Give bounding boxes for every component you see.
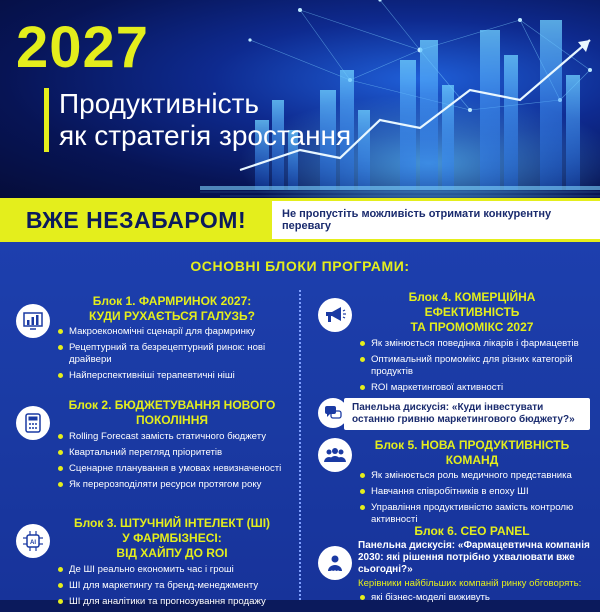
tagline-line-1: Продуктивність <box>59 88 259 119</box>
column-divider <box>299 290 301 600</box>
list-item: Як змінюється поведінка лікарів і фармацевтів <box>358 338 592 350</box>
megaphone-icon <box>318 298 352 332</box>
team-icon <box>318 438 352 472</box>
block-3-title: Блок 3. ШТУЧНИЙ ІНТЕЛЕКТ (ШІ) У ФАРМБІЗНЕСІ: ВІД ХАЙПУ ДО ROI <box>73 516 271 560</box>
list-item: Як змінюється роль медичного представника <box>358 470 592 482</box>
block-3-list <box>56 564 292 612</box>
block-2-title: Блок 2. БЮДЖЕТУВАННЯ НОВОГО ПОКОЛІННЯ <box>68 398 276 427</box>
list-item: Навчання співробітників в епоху ШІ <box>358 486 592 498</box>
block-4-title: Блок 4. КОМЕРЦІЙНА ЕФЕКТИВНІСТЬ ТА ПРОМОМІКС 2027 <box>408 290 536 334</box>
list-item: Як перерозподіляти ресурси протягом року <box>56 479 290 491</box>
block-4-panel-discussion: Панельна дискусія: «Куди інвестувати останню гривню маркетингового бюджету?» <box>344 398 590 430</box>
ai-chip-icon <box>16 524 50 558</box>
program-section <box>0 242 600 607</box>
list-item: ROI маркетингової активності <box>358 382 592 394</box>
chart-icon <box>16 304 50 338</box>
list-item: Rolling Forecast замість статичного бюджету <box>56 431 290 443</box>
list-item: які бізнес-моделі виживуть <box>358 592 592 604</box>
list-item: Квартальний перегляд пріоритетів <box>56 447 290 459</box>
banner-subtext: Не пропустіть можливість отримати конкурентну перевагу <box>272 198 600 242</box>
block-5-list <box>358 470 592 530</box>
list-item: Сценарне планування в умовах невизначеності <box>56 463 290 475</box>
list-item: ШІ для маркетингу та бренд-менеджменту <box>56 580 292 592</box>
announcement-banner <box>0 198 600 242</box>
list-item: Макроекономічні сценарії для фармринку <box>56 326 290 338</box>
block-4-list <box>358 338 592 398</box>
list-item: Оптимальний промомікс для різних категорій продуктів <box>358 354 592 378</box>
tagline-line-2: як стратегія зростання <box>59 120 352 151</box>
block-6-list <box>358 592 592 608</box>
program-title: ОСНОВНІ БЛОКИ ПРОГРАМИ: <box>190 258 410 274</box>
list-item: Найперспективніші терапевтичні ніші <box>56 370 290 382</box>
list-item: ШІ для аналітики та прогнозування продажу <box>56 596 292 608</box>
block-6-note: Керівники найбільших компаній ринку обговорять: <box>358 578 582 589</box>
svg-text:CEO: CEO <box>330 569 340 574</box>
block-1-title: Блок 1. ФАРМРИНОК 2027: КУДИ РУХАЄТЬСЯ ГАЛУЗЬ? <box>88 294 255 323</box>
ceo-icon <box>318 546 352 580</box>
block-5-title: Блок 5. НОВА ПРОДУКТИВНІСТЬ КОМАНД <box>374 438 570 467</box>
block-2-list <box>56 431 290 495</box>
banner-headline: ВЖЕ НЕЗАБАРОМ! <box>0 198 272 242</box>
list-item: Рецептурний та безрецептурний ринок: нові драйвери <box>56 342 290 366</box>
list-item: Управління продуктивністю замість контролю активності <box>358 502 592 526</box>
hero-banner <box>0 0 600 198</box>
event-tagline <box>44 88 351 152</box>
list-item: Де ШІ реально економить час і гроші <box>56 564 292 576</box>
block-6-panel-discussion: Панельна дискусія: «Фармацевтична компанія 2030: які рішення потрібно ухвалювати вже сьогодні?» <box>358 540 590 575</box>
block-6-title: Блок 6. CEO PANEL <box>414 524 530 538</box>
block-1-list <box>56 326 290 386</box>
svg-text:AI: AI <box>30 540 36 546</box>
event-year: 2027 <box>16 15 150 80</box>
calculator-icon <box>16 406 50 440</box>
